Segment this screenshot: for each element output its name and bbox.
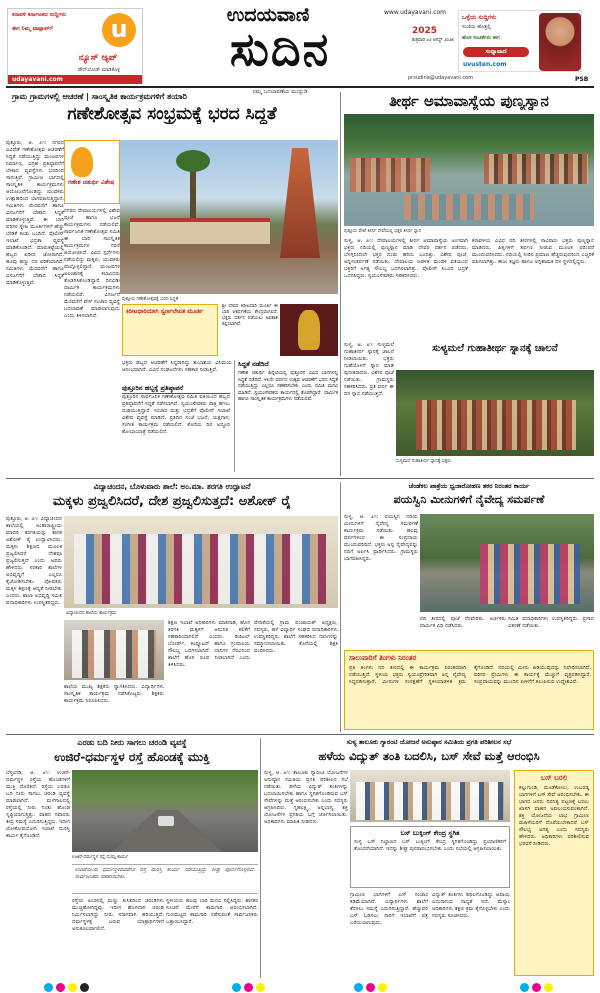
crowd-right (484, 154, 588, 184)
logo-letter: u (110, 15, 128, 43)
story1-headline: ಗಣೇಶೋತ್ಸವ ಸಂಭ್ರಮಕ್ಕೆ ಭರದ ಸಿದ್ಧತೆ (67, 104, 277, 124)
story6-quote-text: ಉಜಿರೆಯಿಂದ ಧರ್ಮಸ್ಥಳದವರೆಗಿನ ರಸ್ತೆ ದುರಸ್ತಿ ಕಾರ್ಯ ನಡೆಯುತ್ತಿದ್ದು ಶೀಘ್ರ ಪೂರ್ಣಗೊಳ್ಳಲಿದೆ. ಸಾರ್ವಜನಿಕರು ಸಹಕರಿಸಬೇಕು. (75, 867, 255, 880)
section-divider-2 (6, 734, 594, 735)
registration-mark (68, 983, 77, 992)
devotees-group (416, 400, 576, 450)
story2-caption: ಪುತ್ತೂರು ಪೇಟೆ ತೀರ್ಥ ಸೇವೆಯಲ್ಲಿ ಭಕ್ತರ ತೀರ್ಥ ಸ್ನಾನ (344, 229, 421, 234)
masthead-website[interactable]: www.udayavani.com (384, 9, 447, 16)
right-ad-line3: ಹೊಸ ಸಂಚಿಕೆಗಳು ಈಗ (462, 35, 500, 41)
story3-body: ಸುಳ್ಯ, ಆ. ೨೧: ಸುಳ್ಯಮಲೆ ಗುಹಾತೀರ್ಥ ಸ್ನಾನಕ್ಕೆ ಚಾಲನೆ ನೀಡಲಾಯಿತು. ಭಕ್ತರು ಗುಹೆಯೊಳಗೆ ಸ್ನಾನ ಮಾಡಿ ಪುನೀತರಾದರು. ವಿಶೇಷ ಪೂಜೆ ನಡೆಯಿತು. ಗ್ರಾಮಸ್ಥರು ಸಹಕರಿಸಿದರು. ಪ್ರತಿ ವರ್ಷ ಈ ದಿನ ಸ್ನಾನ ನಡೆಯುತ್ತದೆ. (344, 342, 394, 397)
masthead-date-box (412, 26, 456, 68)
masthead-divider (6, 86, 594, 88)
tagline-text: ನಮ್ಮ ಬದಲಾವಣೆಯ ಮುನ್ನುಡಿ (252, 89, 308, 95)
meeting-photo[interactable] (350, 770, 510, 822)
registration-mark (44, 983, 53, 992)
road-photo[interactable] (72, 770, 258, 852)
story7-box-body: ಸುಳ್ಯ ಬಸ್ ನಿಲ್ದಾಣದ ಬಸ್ ಬುಕ್ಕಿಂಗ್ ಕೇಂದ್ರ ಸ್ಥಗಿತಗೊಂಡಿದ್ದು ಪ್ರಯಾಣಿಕರಿಗೆ ತೊಂದರೆಯಾಗಿದೆ. ಇದನ್ನು ಶೀಘ್ರ ಪುನರಾರಂಭಿಸಬೇಕು ಎಂದು ಸಭೆಯಲ್ಲಿ ಆಗ್ರಹಿಸಲಾಯಿತು. (354, 839, 506, 852)
column-divider-middle (340, 482, 341, 732)
story5-body-col1: ಸುಳ್ಯ, ಆ. ೨೧: ಪಯಸ್ವಿನಿ ನದಿಯ ಮೀನುಗಳಿಗೆ ನೈವೇದ್ಯ ಸಮರ್ಪಣೆ ಕಾರ್ಯಕ್ರಮ ನಡೆಯಿತು. ಹಲವು ವರ್ಷಗಳಿಂದ ಈ ಸಂಪ್ರದಾಯ ಮುಂದುವರಿದಿದೆ. ಭಕ್ತರು ಅನ್ನ ನೈವೇದ್ಯವನ್ನು ನದಿಗೆ ಅರ್ಪಿಸಿ ಪ್ರಾರ್ಥಿಸಿದರು. ಗ್ರಾಮಸ್ಥರು ಭಾಗವಹಿಸಿದ್ದರು. (344, 514, 418, 562)
story1-photo-caption: ಪುತ್ತೂರು ಗಣೇಶೋತ್ಸವಕ್ಕೆ ಭರದ ಸಿದ್ಧತೆ (122, 297, 179, 302)
temple-photo[interactable] (120, 140, 338, 294)
story1-kicker: ಗ್ರಾಮ ಗ್ರಾಮಗಳಲ್ಲಿ ಆಚರಣೆ | ಸಾಂಸ್ಕೃತಿಕ ಕಾರ್ಯಕ್ರಮಗಳಿಗೆ ತಯಾರಿ (12, 92, 187, 101)
story6-quote (72, 864, 258, 894)
left-ad-site-text: udayavani.com (12, 76, 63, 83)
bathers (404, 194, 534, 220)
left-ad-line1: ಕರಾವಳಿ ಕರ್ನಾಟಕದ ಸುದ್ದಿಗಳು (12, 12, 67, 18)
story1-body-col3: ಭಕ್ತರು ಹಬ್ಬದ ಆಚರಣೆಗೆ ಸಿದ್ಧರಾಗಿದ್ದು ಶುಭಾಶಯ ವಿನಿಮಯ ಆರಂಭವಾಗಿದೆ. ವಿವಿಧ ಸಂಘಟನೆಗಳು ಸಹಕಾರ ನೀಡುತ್ತಿವೆ. (122, 360, 232, 373)
bathing-river-photo[interactable] (344, 114, 594, 226)
cave-crowd-photo[interactable] (396, 370, 594, 456)
ganesha-logo-title: ಗಣೇಶ ಚತುರ್ಥಿ ವಿಶೇಷ (68, 179, 115, 186)
story4-body-col3: ಶಿಕ್ಷಣ ಇಲಾಖೆ ಅಧಿಕಾರಿಗಳು ಮಾತನಾಡಿ, ಹೊಸ ತರಗತಿ ಮಕ್ಕಳಿಗೆ ಆಧುನಿಕ ಕಲಿಕೆಗೆ ಸಹಕಾರಿಯಾಗಲಿದೆ ಎಂದರು. ಡಿಜಿಟಲ್ ಬೋರ್ಡ್, ಕಂಪ್ಯೂಟರ್ ಹಾಗೂ ಗ್ರಂಥಾಲಯ ಸೌಲಭ್ಯ ಒದಗಿಸಲಾಗಿದೆ. ದಾನಿಗಳ ನೆರವಿನಿಂದ ಶಾಲೆಗೆ ಹೊಸ ರೂಪ ನೀಡಲಾಗಿದೆ ಎಂದು ತಿಳಿಸಿದರು. (168, 620, 250, 668)
river-offering-photo[interactable] (420, 514, 594, 612)
registration-mark (56, 983, 65, 992)
story1-info-box (122, 304, 218, 356)
story2-headline: ತೀರ್ಥ ಅಮಾವಾಸ್ಯೆಯ ಪುಣ್ಯಸ್ನಾನ (389, 92, 549, 110)
story4-kicker: ವಿದ್ಯಾಚಂದನ, ಬೊಳುವಾರು ಶಾಲೆ: ಅಂ.ಮಾ. ತರಗತಿ ಉದ್ಘಾಟನೆ (93, 482, 251, 491)
golden-idol-photo[interactable] (280, 304, 338, 356)
story-sullia-guarantee (264, 738, 594, 978)
lamp-people (72, 630, 156, 678)
story2-body-col2: ಕರಾವಳಿಯ ವಿವಿಧ ನದಿ ತೀರಗಳಲ್ಲಿ ಸಾವಿರಾರು ಭಕ್ತರು ಪುಣ್ಯಸ್ನಾನ ಮಾಡಿದರು. ಪಿತೃಗಳಿಗೆ ತರ್ಪಣ ನೀಡುವ ಮೂಲಕ ಪರಂಪರೆ ಮುಂದುವರಿಸಿದರು. ನದಿಯಲ್ಲಿ ನೀರಿನ ಪ್ರಮಾಣ ಹೆಚ್ಚಿರುವುದರಿಂದ ಎಚ್ಚರಿಕೆ ವಹಿಸಲಾಗಿತ್ತು. ಈಜು ತಜ್ಞರು ಹಾಗೂ ಅಗ್ನಿಶಾಮಕ ದಳ ಸ್ಥಳದಲ್ಲಿದ್ದರು. (472, 238, 594, 265)
story7-body-col1: ಸುಳ್ಯ, ಆ. ೨೧: ತಾಲೂಕು ಗ್ಯಾರಂಟಿ ಯೋಜನೆಗಳ ಅನುಷ್ಠಾನ ಸಮಿತಿಯ ಪ್ರಗತಿ ಪರಿಶೀಲನ ಸಭೆ ನಡೆಯಿತು. ಹಳೆಯ ವಿದ್ಯುತ್ ತಂತಿಗಳನ್ನು ಬದಲಾಯಿಸಬೇಕು ಹಾಗೂ ಸ್ಥಗಿತಗೊಂಡಿರುವ ಬಸ್ ಸೇವೆಗಳನ್ನು ಮತ್ತೆ ಆರಂಭಿಸಬೇಕು ಎಂದು ಸದಸ್ಯರು ಆಗ್ರಹಿಸಿದರು. ಗೃಹಲಕ್ಷ್ಮಿ, ಅನ್ನಭಾಗ್ಯ, ಶಕ್ತಿ ಯೋಜನೆಗಳ ಪ್ರಗತಿಯ ಬಗ್ಗೆ ಚರ್ಚಿಸಲಾಯಿತು. ಅಧಿಕಾರಿಗಳು ಮಾಹಿತಿ ನೀಡಿದರು. (264, 770, 348, 825)
registration-mark (354, 983, 363, 992)
story2-body-col1: ಸುಳ್ಯ, ಆ. ೨೧: ದೇವಾಲಯಗಳಲ್ಲಿ ತೀರ್ಥ ಅಮಾವಾಸ್ಯೆಯ ಅಂಗವಾಗಿ ಭಕ್ತರು ನದಿಯಲ್ಲಿ ಪುಣ್ಯಸ್ನಾನ ಮಾಡಿ ದೇವರ ದರ್ಶನ ಪಡೆದರು. ಬೆಳಗ್ಗಿನಿಂದಲೇ ಭಕ್ತರ ದಂಡು ಹರಿದು ಬಂದಿತ್ತು. ವಿಶೇಷ ಪೂಜೆ, ಅನ್ನಸಂತರ್ಪಣೆ ನಡೆಯಿತು. ದೇವಾಲಯ ಆಡಳಿತ ಮಂಡಳಿ ವತಿಯಿಂದ ಭಕ್ತರಿಗೆ ಅಗತ್ಯ ಸೌಲಭ್ಯ ಒದಗಿಸಲಾಗಿತ್ತು. ಪೊಲೀಸ್ ಸಿಬಂದಿ ಭದ್ರತೆ ಒದಗಿಸಿದ್ದರು. ಸ್ವಯಂಸೇವಕರು ಸಹಕರಿಸಿದರು. (344, 238, 468, 279)
story-ujire-road (6, 738, 258, 978)
palm-leaves (176, 150, 210, 172)
story1-box-body: ಶ್ರೀ ದೇವರ ಕಿರೀಟಧಾರಿ ಮೂರ್ತಿ ಈ ಬಾರಿ ಆಕರ್ಷಣೆಯ ಕೇಂದ್ರವಾಗಲಿದೆ. ಭಕ್ತರು ದರ್ಶನ ಪಡೆಯಲು ಅವಕಾಶ ಕಲ್ಪಿಸಲಾಗಿದೆ. (222, 304, 278, 327)
story1-body-col2: ನಗರದ ದೇವಾಲಯಗಳಲ್ಲಿ ವಿಶೇಷ ಪೂಜೆ ಹಾಗೂ ಭಜನೆ ಕಾರ್ಯಕ್ರಮಗಳು ನಡೆಯಲಿವೆ. ಸಾರ್ವಜನಿಕ ಗಣೇಶೋತ್ಸವ ಸಮಿತಿ ಈ ಬಾರಿ ಸಾಂಸ್ಕೃತಿಕ ಕಾರ್ಯಕ್ರಮಗಳ ಸರಣಿ ಆಯೋಜಿಸಿದೆ. ವಿವಿಧ ಸ್ಪರ್ಧೆಗಳು ನಡೆಯಲಿದ್ದು ಮಕ್ಕಳು, ಯುವಕರು ಪಾಲ್ಗೊಳ್ಳಲಿದ್ದಾರೆ. ಮಂಟಪಗಳ ಅಲಂಕಾರಕ್ಕೆ ಕಲಾವಿದರು ತೊಡಗಿಸಿಕೊಂಡಿದ್ದಾರೆ. ದಿನವಿಡೀ ಧಾರ್ಮಿಕ ಕಾರ್ಯಕ್ರಮಗಳು ನಡೆಯಲಿವೆ. ವಿಸರ್ಜನೆ ಮೆರವಣಿಗೆ ವೇಳೆ ಸಂಚಾರ ವ್ಯವಸ್ಥೆ ಬದಲಾವಣೆ ಮಾಡಲಾಗುವುದು ಎಂದು ತಿಳಿಸಲಾಗಿದೆ. (64, 208, 120, 319)
guests-row (74, 534, 326, 604)
left-ad-logo (102, 13, 136, 47)
registration-mark (244, 983, 253, 992)
masthead-brand: ಉದಯವಾಣಿ (226, 4, 310, 26)
right-ad[interactable] (458, 10, 582, 72)
temple-tower (280, 148, 320, 258)
story7-box (350, 826, 510, 888)
masthead (0, 0, 600, 95)
story6-headline: ಉಜಿರೆ-ಧರ್ಮಸ್ಥಳ ರಸ್ತೆ ಹೊಂಡಕ್ಕೆ ಮುಕ್ತಿ (54, 750, 210, 764)
left-ad[interactable] (7, 8, 143, 84)
story7-side-box (514, 770, 594, 976)
story5-body-col2: ನದಿ ತೀರದಲ್ಲಿ ಪೂಜೆ ನೆರವೇರಿತು. ಅರ್ಚಕರು ಧಾರ್ಮಿಕ ವಿಧಿ ನಡೆಸಿದರು. (420, 616, 506, 629)
idol-figure (298, 310, 320, 350)
story7-body-col2: ಗ್ರಾಮೀಣ ಭಾಗಗಳಿಗೆ ಬಸ್ ಸಂಚಾರ ಕಡಿಮೆಯಾಗಿದೆ. ವಿದ್ಯಾರ್ಥಿಗಳು ಶಾಲೆಗೆ ತೆರಳಲು ಸಮಸ್ಯೆ ಎದುರಿಸುತ್ತಿದ್ದಾರೆ. ಹೆಚ್ಚುವರಿ ಬಸ್ ಓಡಿಸಲು ಸಾರಿಗೆ ಇಲಾಖೆಗೆ ಪತ್ರ ಬರೆಯಲಾಗುವುದು. (350, 892, 428, 926)
masthead-email[interactable]: prsudina@udayavani.com (408, 75, 474, 81)
story6-body-col3: ಸ್ಥಳೀಯರು ಹಲವು ಬಾರಿ ಮನವಿ ಸಲ್ಲಿಸಿದ್ದರು. ಶಾಸಕರ ಸೂಚನೆ ಮೇರೆಗೆ ಕಾಮಗಾರಿ ಆರಂಭಿಸಲಾಗಿದೆ. ಗುಣಮಟ್ಟದ ಕಾಮಗಾರಿ ನಡೆಸುವಂತೆ ಸಾರ್ವಜನಿಕರು ಒತ್ತಾಯಿಸಿದ್ದಾರೆ. (166, 898, 258, 925)
masthead-title: ಸುದಿನ (229, 22, 331, 76)
story6-caption: ಉಜಿರೆ-ಧರ್ಮಸ್ಥಳ ರಸ್ತೆ ದುರಸ್ತಿ ಕಾರ್ಯ (72, 855, 129, 860)
story7-side-body: ಕಲ್ಲುಗುಂಡಿ, ಮಂಡೆಕೋಲು, ಉಬರಡ್ಕ ಭಾಗಗಳಿಗೆ ಬಸ್ ಸೇವೆ ಆರಂಭಿಸಬೇಕು. ಈ ಭಾಗದ ಜನರು ದಿನನಿತ್ಯ ಪಟ್ಟಣಕ್ಕೆ ಬರಲು ಖಾಸಗಿ ವಾಹನ ಅವಲಂಬಿಸುವಂತಾಗಿದೆ. ಶಕ್ತಿ ಯೋಜನೆಯ ಲಾಭ ಗ್ರಾಮೀಣ ಮಹಿಳೆಯರಿಗೆ ದೊರೆಯಬೇಕಾದರೆ ಬಸ್ ಸೌಲಭ್ಯ ಅಗತ್ಯ ಎಂದು ಸದಸ್ಯರು ಹೇಳಿದರು. ಅಧಿಕಾರಿಗಳು ಪರಿಶೀಲಿಸುವ ಭರವಸೆ ನೀಡಿದರು. (519, 785, 589, 847)
story6-body-col2: ರಸ್ತೆಯ ಅಂಚಿನಲ್ಲಿ ಮಣ್ಣು ಕುಸಿತದಿಂದ ಚರಂಡಿಗಳು ಮುಚ್ಚಿಹೋಗಿದ್ದವು. ಇದೀಗ ಹೊಸದಾಗಿ ಚರಂಡಿ ನಿರ್ಮಿಸಲಾಗಿದ್ದು ನೀರು ಸರಾಗವಾಗಿ ಹರಿಯುತ್ತಿದೆ. ಧರ್ಮಸ್ಥಳಕ್ಕೆ ಬರುವ ಯಾತ್ರಾರ್ಥಿಗಳಿಗೆ ಅನುಕೂಲವಾಗಲಿದೆ. (72, 898, 164, 932)
section-divider-1 (6, 478, 594, 479)
story1-box-title: ಕಿರೀಟಧಾರಿಯಾಗಿ ಸ್ವರ್ಣಲೇಪಿತ ಮೂರ್ತಿ (126, 308, 204, 315)
registration-mark (256, 983, 265, 992)
story1-sidebar-title: ಸಿದ್ಧತೆ ನಡೆದಿದೆ (238, 360, 269, 368)
right-ad-badge (463, 47, 529, 57)
story-payaswini (344, 482, 594, 732)
left-ad-line2: ಈಗ ನಿಮ್ಮ ವಾಟ್ಸಾಪ್‌ಗೆ (12, 26, 53, 32)
masthead-year: 2025 (412, 26, 438, 36)
right-ad-portrait (539, 13, 581, 71)
right-ad-badge-text: ಸಂಧ್ಯಾವಾಣಿ (485, 49, 507, 55)
story1-body-col1: ಪುತ್ತೂರು, ಆ. ೨೧: ನಗರದ ವಿವಿಧೆಡೆ ಗಣೇಶೋತ್ಸವ ಆಚರಣೆಗೆ ಸಿದ್ಧತೆ ನಡೆಯುತ್ತಿದ್ದು ಮಂಟಪಗಳ ನಿರ್ಮಾಣ, ವಿಗ್ರಹ ಪ್ರತಿಷ್ಠಾಪನೆಗೆ ಬೇಕಾದ ವ್ಯವಸ್ಥೆಗಳು ಭರದಿಂದ ಸಾಗುತ್ತಿವೆ. ಗ್ರಾಮೀಣ ಭಾಗದಲ್ಲಿ ಸಾಂಸ್ಕೃತಿಕ ಕಾರ್ಯಕ್ರಮಗಳು ಆಯೋಜನೆಗೊಂಡಿದ್ದು ಯುವಕರು ಉತ್ಸಾಹದಿಂದ ಭಾಗವಹಿಸುತ್ತಿದ್ದಾರೆ. ಸಮಿತಿಗಳು ಮೆರವಣಿಗೆ ಹಾಗೂ ವಿಸರ್ಜನೆಗೆ ಬೇಕಾದ ಸಿದ್ಧತೆ ಮಾಡಿಕೊಳ್ಳುತ್ತಿವೆ. ಈ ಬಾರಿ ಪರಿಸರ ಸ್ನೇಹಿ ಮೂರ್ತಿಗಳಿಗೆ ಹೆಚ್ಚು ಬೇಡಿಕೆ ಕಂಡು ಬಂದಿದೆ. ಪೊಲೀಸ್ ಇಲಾಖೆ ಭದ್ರತಾ ವ್ಯವಸ್ಥೆ ಮಾಡಿಕೊಂಡಿದೆ. ಮಾರುಕಟ್ಟೆಯಲ್ಲಿ ಹಬ್ಬದ ಖರೀದಿ ಜೋರಾಗಿದೆ. ಹೂವು ಹಣ್ಣು ದರ ಏರಿಕೆಯಾಗಿದೆ. ಸಮಿತಿಗಳು ಮೆರವಣಿಗೆ ಹಾಗೂ ವಿಸರ್ಜನೆಗೆ ಬೇಕಾದ ಸಿದ್ಧತೆ ಮಾಡಿಕೊಳ್ಳುತ್ತಿವೆ. (6, 140, 64, 286)
story6-kicker: ಎರಡು ಬದಿ ನೀರು ಸಾಗಲು ಚರಂಡಿ ವ್ಯವಸ್ಥೆ (77, 738, 187, 747)
ganesha-logo-icon (71, 147, 93, 177)
story7-box-title: ಬಸ್ ಬುಕ್ಕಿಂಗ್ ಕೇಂದ್ರ ಸ್ಥಗಿತ (400, 829, 460, 837)
story1-body-col4: ಪುತ್ತೂರಿನ ಸಾರ್ವಜನಿಕ ಗಣೇಶೋತ್ಸವ ಸಮಿತಿ ವತಿಯಿಂದ ಹಬ್ಬದ ಪ್ರತಿಷ್ಠಾಪನೆಗೆ ಸಿದ್ಧತೆ ನಡೆಸಲಾಗಿದೆ. ಸ್ವಯಂಸೇವಕರು ರಾತ್ರಿ ಹಗಲು ದುಡಿಯುತ್ತಿದ್ದಾರೆ. ಸಂಚಾರ ಮತ್ತು ಭದ್ರತೆಗೆ ಪೊಲೀಸ್ ಇಲಾಖೆ ವಿಶೇಷ ವ್ಯವಸ್ಥೆ ಮಾಡಿದೆ. ಪ್ರತಿದಿನ ಸಂಜೆ ಭಜನೆ, ಯಕ್ಷಗಾನ, ಸಂಗೀತ ಕಾರ್ಯಕ್ರಮ ನಡೆಯಲಿದೆ. ಕೊನೆಯ ದಿನ ಅದ್ದೂರಿ ಶೋಭಾಯಾತ್ರೆ ನಡೆಯಲಿದೆ. (122, 394, 230, 435)
crowd-left (350, 158, 430, 192)
story3-caption: ಸುಳ್ಯಮಲೆ ಗುಹಾತೀರ್ಥ ಸ್ನಾನಕ್ಕೆ ಭಕ್ತರು (396, 459, 452, 464)
registration-mark (532, 983, 541, 992)
story4-headline: ಮಕ್ಕಳು ಪ್ರಜ್ವಲಿಸಿದರೆ, ದೇಶ ಪ್ರಜ್ವಲಿಸುತ್ತದೆ: ಅಶೋಕ್ ರೈ (52, 494, 292, 509)
story1-sidebar-body: ಗಣೇಶ ಚತುರ್ಥಿ ಹಿನ್ನೆಲೆಯಲ್ಲಿ ಪುತ್ತೂರಿನ ವಿವಿಧ ಭಾಗಗಳಲ್ಲಿ ಸಿದ್ಧತೆ ನಡೆದಿದೆ. ೪೩ನೇ ವರ್ಷದ ಉತ್ಸವ ಆಚರಣೆಗೆ ಭರದ ಸಿದ್ಧತೆ ನಡೆಯುತ್ತಿದ್ದು ಎಲ್ಲರೂ ಸಹಕರಿಸಬೇಕು ಎಂದು ಸಮಿತಿ ಮನವಿ ಮಾಡಿದೆ. ಸ್ವಯಂಸೇವಕರು ಕಾರ್ಯದಲ್ಲಿ ತೊಡಗಿದ್ದಾರೆ. ಧಾರ್ಮಿಕ ಹಾಗೂ ಸಾಂಸ್ಕೃತಿಕ ಕಾರ್ಯಕ್ರಮಗಳು ನಡೆಯಲಿವೆ. (238, 371, 338, 402)
left-ad-site (8, 75, 142, 84)
story7-body-col3: ವಿದ್ಯುತ್ ತಂತಿಗಳು ಶಿಥಿಲಗೊಂಡಿದ್ದು ಅಪಾಯ ಎದುರಾಗುವ ಸಾಧ್ಯತೆ ಇದೆ. ಮೆಸ್ಕಾಂ ಅಧಿಕಾರಿಗಳು ತಕ್ಷಣ ಕ್ರಮ ಕೈಗೊಳ್ಳಬೇಕು ಎಂದು ಸದಸ್ಯರು ಸೂಚಿಸಿದರು. (432, 892, 510, 919)
temple-gate (130, 218, 270, 244)
story-ganeshotsava (6, 92, 338, 476)
story4-caption: ವಿದ್ಯಾಚಂದನ ಶಾಲೆಯ ಕಾರ್ಯಕ್ರಮ (66, 611, 117, 616)
right-ad-line2: ಸಂಜೆಯ ಹೊತ್ತಲ್ಲಿ (462, 24, 491, 30)
story-teertha (344, 92, 594, 476)
story-vidyachandana (6, 482, 338, 732)
left-ad-sub: ಡೌನ್‌ಲೋಡ್ ಮಾಡಿಕೊಳ್ಳಿ (77, 67, 121, 73)
story5-kicker: ಚೆಂಡೆಕಲ ಪಾತ್ರೆಯ ಧ್ವಜಾರೋಹಣ ತಕರ ನಿರಂತರ ಕಾರ್ಯ (408, 482, 530, 490)
story1-sub-headline: ಪುತ್ತೂರಿನ ಹಬ್ಬಕ್ಕೆ ಪ್ರತಿಷ್ಠಾಪನೆ (122, 384, 230, 394)
story5-info-box (344, 650, 594, 730)
story7-headline: ಹಳೆಯ ವಿದ್ಯುತ್ ತಂತಿ ಬದಲಿಸಿ, ಬಸ್ ಸೇವೆ ಮತ್ತೆ ಆರಂಭಿಸಿ (318, 749, 540, 763)
column-divider-bottom (260, 738, 261, 978)
story4-body-col4: ವೇದಿಕೆಯಲ್ಲಿ ಗ್ರಾಮ ಪಂಚಾಯತ್ ಅಧ್ಯಕ್ಷರು, ಸದಸ್ಯರು, ಹಳೆ ವಿದ್ಯಾರ್ಥಿ ಸಂಘದ ಪದಾಧಿಕಾರಿಗಳು ಉಪಸ್ಥಿತರಿದ್ದರು. ಶಾಲೆಗೆ ಸಹಕರಿಸಿದ ದಾನಿಗಳನ್ನು ಸಮ್ಮಾನಿಸಲಾಯಿತು. ಕೊನೆಯಲ್ಲಿ ಶಿಕ್ಷಕಿ ವಂದಿಸಿದರು. (254, 620, 338, 654)
story7-side-title: ಬಸ್ ಬರಲಿ (540, 774, 568, 782)
offering-people (480, 544, 580, 604)
school-event-photo[interactable] (64, 516, 338, 608)
registration-mark (378, 983, 387, 992)
lamp-lighting-photo[interactable] (64, 620, 164, 680)
story4-body-col1: ಪುತ್ತೂರು, ಆ. ೨೧: ವಿದ್ಯಾಚಂದನ ಶಾಲೆಯಲ್ಲಿ ಅಂತಾರಾಷ್ಟ್ರೀಯ ಮಾದರಿ ತರಗತಿಯನ್ನು ಶಾಸಕ ಅಶೋಕ್ ರೈ ಉದ್ಘಾಟಿಸಿದರು. ಮಕ್ಕಳು ಶಿಕ್ಷಣದ ಮೂಲಕ ಪ್ರಜ್ವಲಿಸಿದರೆ ದೇಶವೂ ಪ್ರಜ್ವಲಿಸುತ್ತದೆ ಎಂದು ಅವರು ಹೇಳಿದರು. ಸರಕಾರಿ ಶಾಲೆಗಳ ಅಭಿವೃದ್ಧಿಗೆ ಎಲ್ಲರೂ ಕೈಜೋಡಿಸಬೇಕು. ಪೋಷಕರು ಮಕ್ಕಳ ಶಿಕ್ಷಣಕ್ಕೆ ಆದ್ಯತೆ ನೀಡಬೇಕು ಎಂದರು. ಶಾಲಾ ಅಭಿವೃದ್ಧಿ ಸಮಿತಿ ಪದಾಧಿಕಾರಿಗಳು ಉಪಸ್ಥಿತರಿದ್ದರು. (6, 516, 62, 606)
footer-strip (0, 982, 600, 993)
story5-body-col3: ಸಮಿತಿ ಪದಾಧಿಕಾರಿಗಳು ಉಪಸ್ಥಿತರಿದ್ದರು. ಪ್ರಸಾದ ವಿತರಣೆ ನಡೆಯಿತು. (508, 616, 594, 629)
registration-mark (232, 983, 241, 992)
registration-mark (366, 983, 375, 992)
story4-body-col2: ಶಾಲೆಯ ಮುಖ್ಯ ಶಿಕ್ಷಕರು ಸ್ವಾಗತಿಸಿದರು. ವಿದ್ಯಾರ್ಥಿಗಳು ಸಾಂಸ್ಕೃತಿಕ ಕಾರ್ಯಕ್ರಮ ನಡೆಸಿಕೊಟ್ಟರು. ಶಿಕ್ಷಕರು ಕಾರ್ಯಕ್ರಮ ನಿರೂಪಿಸಿದರು. (64, 684, 164, 704)
right-ad-brand: uvusten.com (463, 61, 507, 68)
car (158, 816, 174, 826)
story5-box-body: ಪ್ರತಿ ತಿಂಗಳು ನದಿ ತೀರದಲ್ಲಿ ಈ ಕಾರ್ಯಕ್ರಮ ನಿರಂತರವಾಗಿ ನಡೆಯುತ್ತಿದೆ. ಸ್ಥಳೀಯ ಭಕ್ತರು ಸ್ವಯಂಪ್ರೇರಿತರಾಗಿ ಅನ್ನ ನೈವೇದ್ಯ ಸಿದ್ಧಪಡಿಸುತ್ತಾರೆ. ಮೀನುಗಳ ಸಂರಕ್ಷಣೆಗೆ ಸ್ಥಳೀಯಾಡಳಿತ ಕ್ರಮ ಕೈಗೊಂಡಿದೆ. ನದಿಯಲ್ಲಿ ಮೀನು ಹಿಡಿಯುವುದನ್ನು ನಿಷೇಧಿಸಲಾಗಿದೆ. ಪರಿಸರ ಪ್ರೇಮಿಗಳು ಈ ಕಾರ್ಯಕ್ಕೆ ಮೆಚ್ಚುಗೆ ವ್ಯಕ್ತಪಡಿಸಿದ್ದಾರೆ. ಸಂಪ್ರದಾಯವನ್ನು ಮುಂದಿನ ಪೀಳಿಗೆಗೆ ತಲುಪಿಸುವ ಉದ್ದೇಶವಿದೆ. (349, 665, 591, 685)
column-divider-top (340, 92, 341, 476)
story3-headline: ಸುಳ್ಯಮಲೆ ಗುಹಾತೀರ್ಥ ಸ್ನಾನಕ್ಕೆ ಚಾಲನೆ (432, 343, 558, 354)
masthead-date: ಶುಕ್ರವಾರ ೨೨ ಆಗಸ್ಟ್ ೨೦೨೫ (412, 38, 454, 43)
registration-mark (80, 983, 89, 992)
story1-sidebar (234, 360, 338, 472)
story6-body-col1: ಬೆಳ್ತಂಗಡಿ, ಆ. ೨೧: ಉಜಿರೆ-ಧರ್ಮಸ್ಥಳ ರಸ್ತೆಯ ಹೊಂಡಗಳಿಗೆ ಮುಕ್ತಿ ದೊರೆತಿದೆ. ರಸ್ತೆಯ ಎರಡೂ ಬದಿ ನೀರು ಸಾಗಲು ಚರಂಡಿ ವ್ಯವಸ್ಥೆ ಮಾಡಲಾಗಿದೆ. ಮಳೆಗಾಲದಲ್ಲಿ ರಸ್ತೆಯಲ್ಲಿ ನೀರು ನಿಂತು ಹೊಂಡ ಸೃಷ್ಟಿಯಾಗುತ್ತಿತ್ತು. ವಾಹನ ಸವಾರರು ತೀವ್ರ ಸಮಸ್ಯೆ ಎದುರಿಸುತ್ತಿದ್ದರು. ಇದೀಗ ಲೋಕೋಪಯೋಗಿ ಇಲಾಖೆ ದುರಸ್ತಿ ಕಾರ್ಯ ಕೈಗೊಂಡಿದೆ. (6, 770, 70, 839)
registration-mark (520, 983, 529, 992)
story5-headline: ಪಯಸ್ವಿನಿ ಮೀನುಗಳಿಗೆ ನೈವೇದ್ಯ ಸಮರ್ಪಣೆ (393, 493, 545, 506)
left-ad-highlight: ನ್ಯೂಸ್ ಆ್ಯಪ್ (78, 53, 118, 63)
right-ad-line1: ಒಳ್ಳೆಯ ಸುದ್ದಿಗಳು (462, 14, 497, 21)
story7-kicker: ಸುಳ್ಯ ತಾಲೂಕು ಗ್ಯಾರಂಟಿ ಯೋಜನೆ ಅನುಷ್ಠಾನ ಸಮಿತಿಯ ಪ್ರಗತಿ ಪರಿಶೀಲನ ಸಭೆ (346, 738, 512, 746)
registration-mark (544, 983, 553, 992)
masthead-code: PSB (575, 76, 589, 83)
meeting-people (356, 782, 504, 820)
ganesha-logo (64, 140, 120, 204)
story5-box-title: ಸಾಲುಪಾರಿಗೆ ತಿಂಗಳು ನಿರಂತರ (349, 654, 417, 662)
